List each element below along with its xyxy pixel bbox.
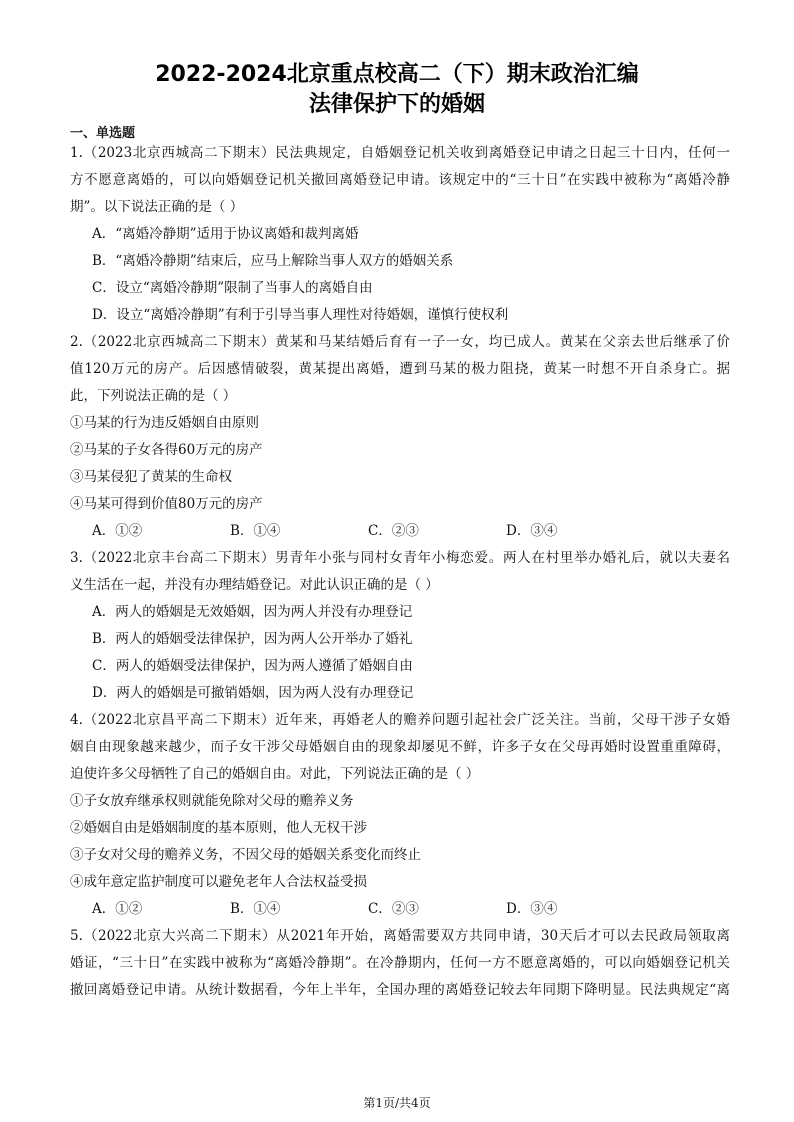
section-heading: 一、单选题: [70, 126, 136, 141]
q1-option-a: A．“离婚冷静期”适用于协议离婚和裁判离婚: [92, 226, 359, 242]
q2-option-b: B．①④: [230, 523, 281, 539]
q2-option-c: C．②③: [368, 523, 419, 539]
q1-option-d: D．设立“离婚冷静期”有利于引导当事人理性对待婚姻，谨慎行使权利: [92, 307, 509, 323]
q2-statement-1: ①马某的行为违反婚姻自由原则: [70, 415, 259, 431]
document-subtitle: 法律保护下的婚姻: [308, 92, 485, 117]
q5-stem-line: 撤回离婚登记申请。从统计数据看，今年上半年，全国办理的离婚登记较去年同期下降明显。民法典规定“离: [70, 982, 730, 998]
q1-stem-line: 期”。以下说法正确的是（ ）: [70, 199, 244, 215]
q4-statement-1: ①子女放弃继承权则就能免除对父母的赡养义务: [70, 793, 354, 809]
q1-stem-line: 方不愿意离婚的，可以向婚姻登记机关撤回离婚登记申请。该规定中的“三十日”在实践中被称为“离婚冷静: [70, 172, 730, 188]
q2-options-row: [70, 518, 730, 545]
q2-statement-4: ④马某可得到价值80万元的房产: [70, 496, 263, 512]
q3-option-b: B．两人的婚姻受法律保护，因为两人公开举办了婚礼: [92, 631, 413, 647]
q5-stem-line: 5.（2022北京大兴高二下期末）从2021年开始，离婚需要双方共同申请，30天后才可以去民政局领取离: [70, 928, 730, 944]
q3-stem-line: 义生活在一起，并没有办理结婚登记。对此认识正确的是（ ）: [70, 577, 439, 593]
q4-options-row: [70, 896, 730, 923]
q4-option-c: C．②③: [368, 901, 419, 917]
q5-stem-line: 婚证，“三十日”在实践中被称为“离婚冷静期”。在冷静期内，任何一方不愿意离婚的，可以向婚姻登记机关: [70, 955, 730, 971]
q4-statement-3: ③子女对父母的赡养义务，不因父母的婚姻关系变化而终止: [70, 847, 421, 863]
q3-stem-line: 3.（2022北京丰台高二下期末）男青年小张与同村女青年小梅恋爱。两人在村里举办婚礼后，就以夫妻名: [70, 550, 730, 566]
q2-option-d: D．③④: [506, 523, 558, 539]
q1-option-b: B．“离婚冷静期”结束后，应马上解除当事人双方的婚姻关系: [92, 253, 454, 269]
q4-stem-line: 姻自由现象越来越少，而子女干涉父母婚姻自由的现象却屡见不鲜，许多子女在父母再婚时设置重重障碍，: [70, 739, 730, 755]
q2-stem-line: 此，下列说法正确的是（ ）: [70, 388, 237, 404]
q4-option-b: B．①④: [230, 901, 281, 917]
q4-statement-2: ②婚姻自由是婚姻制度的基本原则，他人无权干涉: [70, 820, 367, 836]
q4-option-d: D．③④: [506, 901, 558, 917]
q3-option-d: D．两人的婚姻是可撤销婚姻，因为两人没有办理登记: [92, 685, 414, 701]
q3-option-a: A．两人的婚姻是无效婚姻，因为两人并没有办理登记: [92, 604, 413, 620]
q2-stem-line: 2.（2022北京西城高二下期末）黄某和马某结婚后育有一子一女，均已成人。黄某在父亲去世后继承了价: [70, 334, 730, 350]
question-list: [70, 140, 730, 1004]
q2-statement-2: ②马某的子女各得60万元的房产: [70, 442, 263, 458]
q4-stem-line: 迫使许多父母牺牲了自己的婚姻自由。对此，下列说法正确的是（ ）: [70, 766, 480, 782]
q2-statement-3: ③马某侵犯了黄某的生命权: [70, 469, 232, 485]
page-number: 第1页/共4页: [363, 1096, 431, 1110]
q1-option-c: C．设立“离婚冷静期”限制了当事人的离婚自由: [92, 280, 373, 296]
q4-stem-line: 4.（2022北京昌平高二下期末）近年来，再婚老人的赡养问题引起社会广泛关注。当前，父母干涉子女婚: [70, 712, 730, 728]
q2-option-a: A．①②: [92, 523, 143, 539]
q4-statement-4: ④成年意定监护制度可以避免老年人合法权益受损: [70, 874, 367, 890]
q3-option-c: C．两人的婚姻受法律保护，因为两人遵循了婚姻自由: [92, 658, 413, 674]
q4-option-a: A．①②: [92, 901, 143, 917]
q2-stem-line: 值120万元的房产。后因感情破裂，黄某提出离婚，遭到马某的极力阻挠，黄某一时想不开自杀身亡。据: [70, 361, 730, 377]
document-title: 2022-2024北京重点校高二（下）期末政治汇编: [155, 62, 639, 87]
q1-stem-line: 1.（2023北京西城高二下期末）民法典规定，自婚姻登记机关收到离婚登记申请之日起三十日内，任何一: [70, 145, 730, 161]
